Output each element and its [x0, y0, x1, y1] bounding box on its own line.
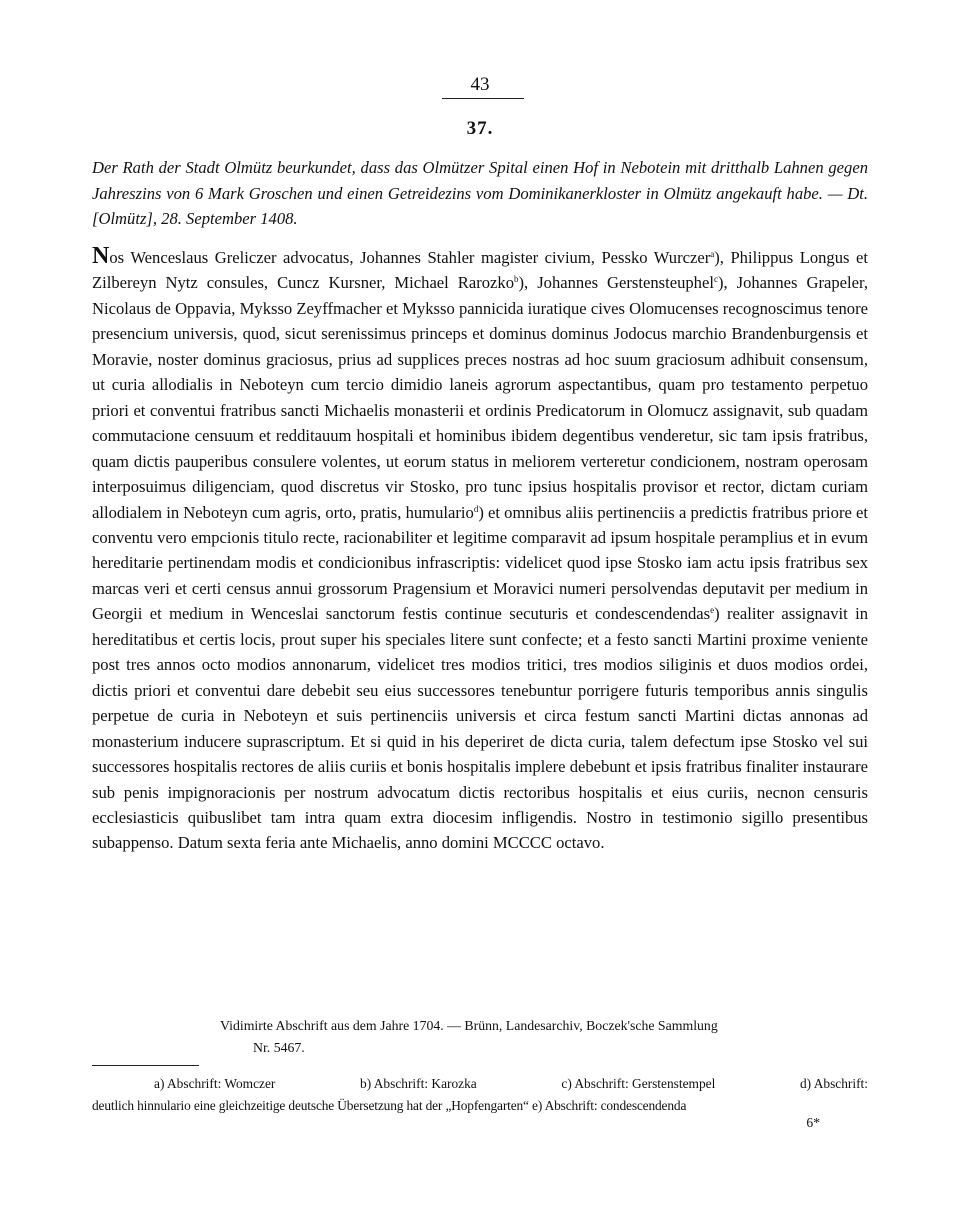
text-segment: ), Philippus Longus et Zilbereyn Nytz consules, Cuncz Kursner, Michael Rarozko: [92, 248, 868, 293]
source-line: Vidimirte Abschrift aus dem Jahre 1704. — Brünn, Landesarchiv, Boczek'sche Sammlung: [220, 1018, 718, 1033]
footnotes: [92, 1073, 868, 1117]
page-number-rule: [442, 98, 524, 99]
text-segment: ) et omnibus aliis pertinenciis a predictis fratribus priore et conventu vero empcionis titulo recte, racionabiliter et legitime comparavit ad ipsum hospitale peramplius et in evum hereditarie pertinendam modis et condicionibus infrascriptis: videlicet quod ipse Stosko iam actu ipsis fratribus sex marcas veri et certi census annui grossorum Pragensium et Moravici numeri persolvendas deputavit per medium in Georgii et medium in Wenceslai sanctorum festis continue secuturis et condescendendas: [92, 502, 868, 624]
footnote-d: d) Abschrift:: [799, 1076, 868, 1091]
footnote-mark: d: [473, 503, 479, 514]
text-segment: ), Johannes Gerstensteuphel: [518, 273, 714, 293]
regest-summary: Der Rath der Stadt Olmütz beurkundet, dass das Olmützer Spital einen Hof in Nebotein mit dritthalb Lahnen gegen Jahreszins von 6 Mark Groschen und einen Getreidezins vom Dominikanerkloster in Olmütz angekauft habe. — Dt. [Olmütz], 28. September 1408.: [92, 158, 868, 228]
footnote-a: a) Abschrift: Womczer: [154, 1076, 276, 1091]
document-page: [92, 0, 868, 1216]
footnote-mark: a: [710, 249, 715, 259]
footnote-row: [92, 1073, 868, 1095]
text-segment: os Wenceslaus Greliczer advocatus, Johannes Stahler magister civium, Pessko Wurczer: [109, 248, 711, 267]
initial-letter: N: [92, 243, 110, 269]
source-note: [220, 1015, 868, 1059]
text-segment: ), Johannes Grapeler, Nicolaus de Oppavia, Myksso Zeyffmacher et Myksso pannicida iuratique cives Olomucenses recognoscimus tenore presencium universis, quod, sicut serenissimus princeps et dominus dominus Jodocus marchio Brandenburgensis et Moravie, noster dominus graciosus, prius ad supplices preces nostras ad hoc suum graciosum adhibuit consensum, ut curia allodialis in Neboteyn cum tercio dimidio laneis agrorum aspectantibus, quam pro testamento perpetuo priori et conventui fratribus sancti Michaelis monasterii et ordinis Predicatorum in Olomucz assignavit, sub quadam commutacione censuum et redditauum hospitali et hominibus ibidem degentibus venderetur, sic tam ipsis fratribus, quam dictis pauperibus consulere volentes, ut eorum status in meliorem verteretur condicionem, nostram operosam interposuimus diligenciam, quod discretus vir Stosko, pro tunc ipsius hospitalis provisor et rector, dictam curiam allodialem in Neboteyn cum agris, orto, pratis, humulario: [92, 273, 868, 522]
footnote-continuation: deutlich hinnulario eine gleichzeitige deutsche Übersetzung hat der „Hopfengarten“ e) Abschrift: condescendenda: [92, 1098, 687, 1113]
charter-text: [92, 245, 868, 856]
footnote-rule: [92, 1065, 199, 1066]
signature-mark: 6*: [806, 1115, 820, 1130]
text-segment: ) realiter assignavit in hereditatibus et certis locis, prout super his speciales litere sunt confecte; et a festo sancti Martini proxime veniente post tres annos octo modios annonarum, videlicet tres modios tritici, tres modios siliginis et duos modios ordei, dictis priori et conventui dare debebit seu eius successores tenebuntur porrigere futuris temporibus annis singulis perpetue de curia in Neboteyn et suis pertinenciis universis et circa festum sancti Martini dictas annonas ad monasterium inducere suprascriptum. Et si quid in his deperiret de dicta curia, talem defectum ipse Stosko vel sui successores hospitalis rectores de aliis curiis et bonis hospitalis implere debebunt et ipsis fratribus finaliter instaurare sub penis impignoracionis per nostrum advocatum dictis rectoribus hospitalis et eius curiis, necnon censuris ecclesiasticis quibuslibet tam intra quam extra diocesim infligendis. Nostro in testimonio sigillo presentibus subappenso. Datum sexta feria ante Michaelis, anno domini MCCCC octavo.: [92, 604, 868, 853]
footnote-b: b) Abschrift: Karozka: [360, 1076, 477, 1091]
document-number: 37.: [466, 118, 494, 139]
footnote-c: c) Abschrift: Gerstenstempel: [561, 1076, 716, 1091]
footnote-mark: c: [713, 274, 718, 285]
footnote-mark: e: [710, 605, 715, 616]
source-line: Nr. 5467.: [253, 1040, 305, 1055]
footnote-mark: b: [514, 274, 519, 285]
page-number: 43: [470, 74, 490, 95]
